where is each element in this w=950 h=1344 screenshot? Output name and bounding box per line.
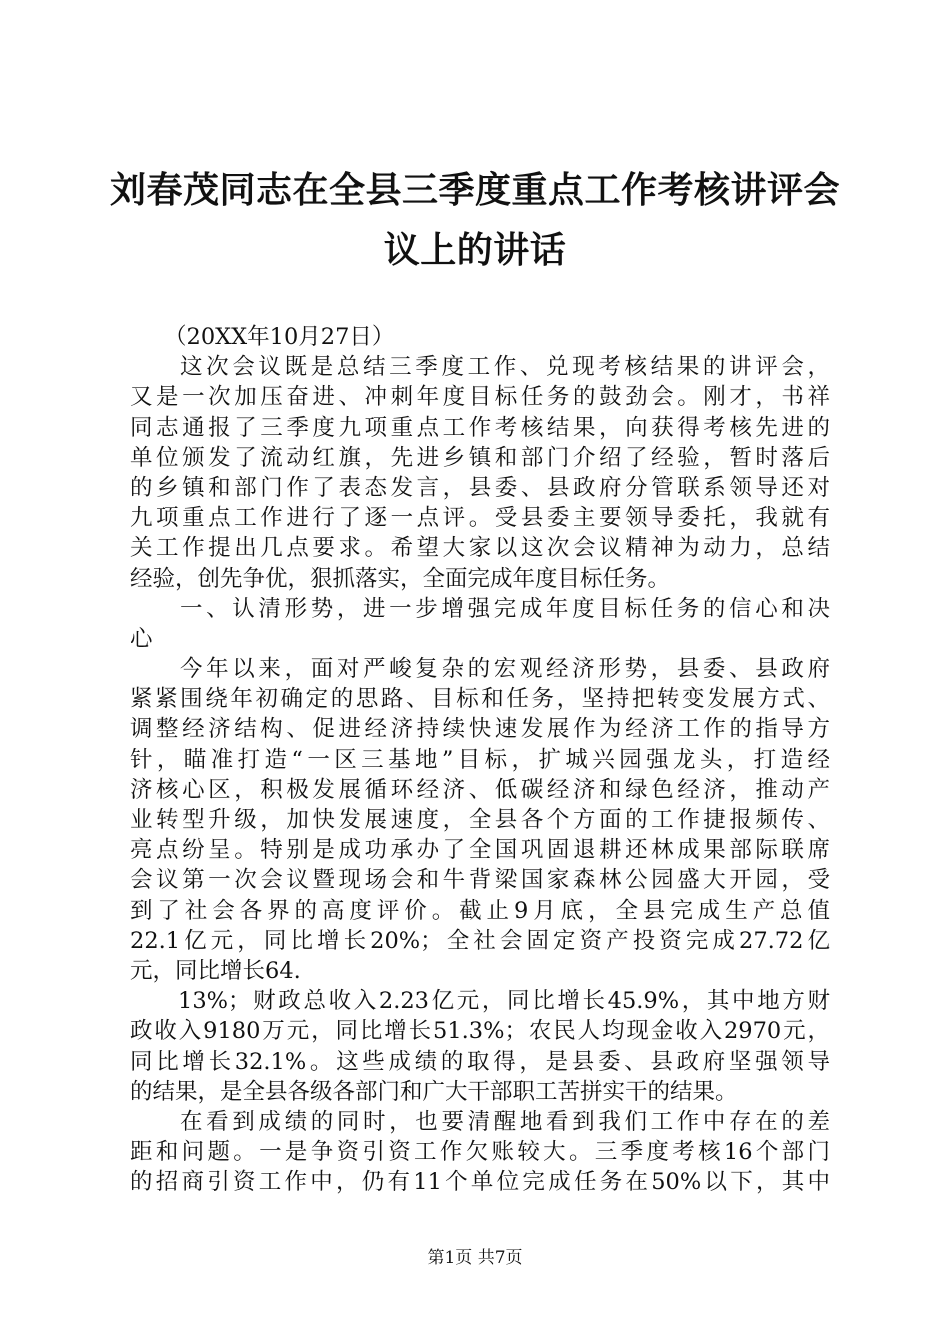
paragraph-line: 业转型升级，加快发展速度，全县各个方面的工作捷报频传、 [130,807,830,833]
page-number: 第1页 共7页 [427,1248,523,1268]
speech-date: （20XX年10月27日） [164,324,395,350]
paragraph-line: 经验，创先争优，狠抓落实，全面完成年度目标任务。 [130,565,671,592]
paragraph-line: 调整经济结构、促进经济持续快速发展作为经济工作的指导方 [130,716,830,743]
paragraph-line: 13%；财政总收入2.23亿元，同比增长45.9%，其中地方财 [178,988,830,1015]
paragraph-line: 的招商引资工作中，仍有11个单位完成任务在50%以下，其中 [130,1169,830,1196]
paragraph-line: 针，瞄准打造“一区三基地”目标，扩城兴园强龙头，打造经 [130,746,830,773]
paragraph-line: 的结果，是全县各级各部门和广大干部职工苦拼实干的结果。 [130,1078,738,1105]
paragraph-line: 九项重点工作进行了逐一点评。受县委主要领导委托，我就有 [130,505,830,532]
paragraph-line: 济核心区，积极发展循环经济、低碳经济和绿色经济，推动产 [130,776,830,803]
document-title-line-2: 议上的讲话 [383,229,567,271]
paragraph-line: 同志通报了三季度九项重点工作考核结果，向获得考核先进的 [130,414,830,441]
paragraph-line: 亮点纷呈。特别是成功承办了全国巩固退耕还林成果部际联席 [130,837,830,864]
paragraph-line: 到了社会各界的高度评价。截止9月底，全县完成生产总值 [130,897,830,924]
paragraph-line: 同比增长32.1%。这些成绩的取得，是县委、县政府坚强领导 [130,1048,830,1075]
paragraph-line: 关工作提出几点要求。希望大家以这次会议精神为动力，总结 [130,535,830,562]
document-body [130,322,830,1197]
paragraph-line: 的乡镇和部门作了表态发言，县委、县政府分管联系领导还对 [130,474,830,501]
paragraph-line: 这次会议既是总结三季度工作、兑现考核结果的讲评会， [180,354,830,381]
paragraph-line: 单位颁发了流动红旗，先进乡镇和部门介绍了经验，暂时落后 [130,444,830,471]
section-heading: 一、认清形势，进一步增强完成年度目标任务的信心和决 [180,595,830,622]
paragraph-line: 政收入9180万元，同比增长51.3%；农民人均现金收入2970元， [130,1018,830,1045]
paragraph-line: 22.1亿元，同比增长20%；全社会固定资产投资完成27.72亿 [130,927,830,954]
paragraph-line: 会议第一次会议暨现场会和牛背梁国家森林公园盛大开园，受 [130,867,830,894]
document-title-line-1: 刘春茂同志在全县三季度重点工作考核讲评会 [109,169,840,211]
paragraph-line: 今年以来，面对严峻复杂的宏观经济形势，县委、县政府 [180,656,830,683]
paragraph-line: 又是一次加压奋进、冲刺年度目标任务的鼓劲会。刚才，书祥 [130,384,830,411]
section-heading: 心 [130,625,153,652]
paragraph-line: 在看到成绩的同时，也要清醒地看到我们工作中存在的差 [180,1108,830,1135]
paragraph-line: 距和问题。一是争资引资工作欠账较大。三季度考核16个部门 [130,1139,830,1166]
paragraph-line: 元，同比增长64. [130,957,301,984]
paragraph-line: 紧紧围绕年初确定的思路、目标和任务，坚持把转变发展方式、 [130,686,830,713]
